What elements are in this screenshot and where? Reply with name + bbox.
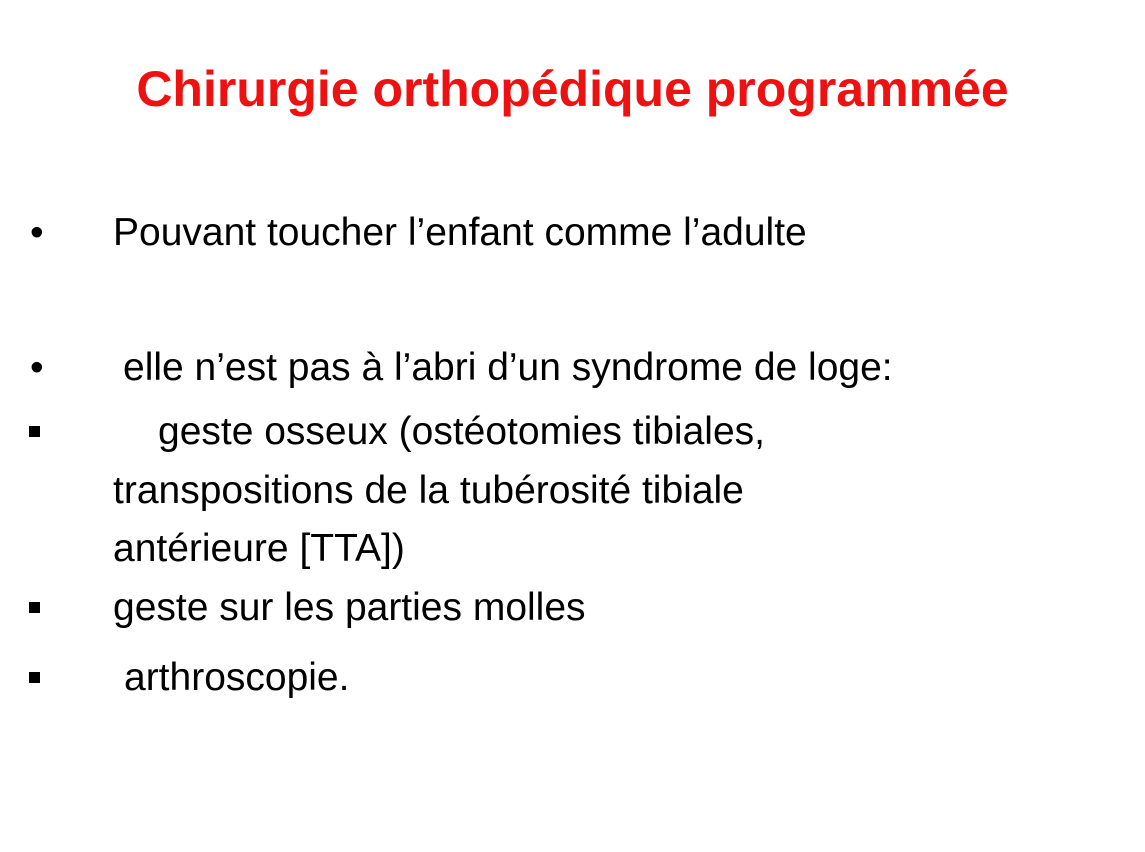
bullet-dot-icon: • [30, 211, 44, 254]
square-bullet-icon [29, 672, 40, 683]
bullet-item-2 [0, 344, 1145, 392]
bullet-dot-icon: • [30, 346, 44, 389]
square-bullet-icon [29, 602, 40, 613]
sub-bullet-1-line-1: geste osseux (ostéotomies tibiales, [158, 410, 765, 453]
bullet-1-text: Pouvant toucher l’enfant comme l’adulte [113, 211, 807, 254]
sub-bullet-item-1 [0, 408, 1145, 456]
sub-bullet-1-line-3: antérieure [TTA]) [113, 527, 405, 570]
bullet-2-text: elle n’est pas à l’abri d’un syndrome de loge: [123, 346, 893, 389]
sub-bullet-item-2 [0, 584, 1145, 632]
square-bullet-icon [29, 426, 40, 437]
sub-bullet-1-continuation-1 [0, 467, 1145, 515]
sub-bullet-1-line-2: transpositions de la tubérosité tibiale [113, 469, 744, 512]
bullet-item-1 [0, 209, 1145, 257]
slide-title: Chirurgie orthopédique programmée [136, 61, 1009, 117]
sub-bullet-item-3 [0, 654, 1145, 702]
sub-bullet-3-text: arthroscopie. [124, 656, 350, 699]
sub-bullet-2-text: geste sur les parties molles [113, 586, 586, 629]
sub-bullet-1-continuation-2 [0, 525, 1145, 573]
